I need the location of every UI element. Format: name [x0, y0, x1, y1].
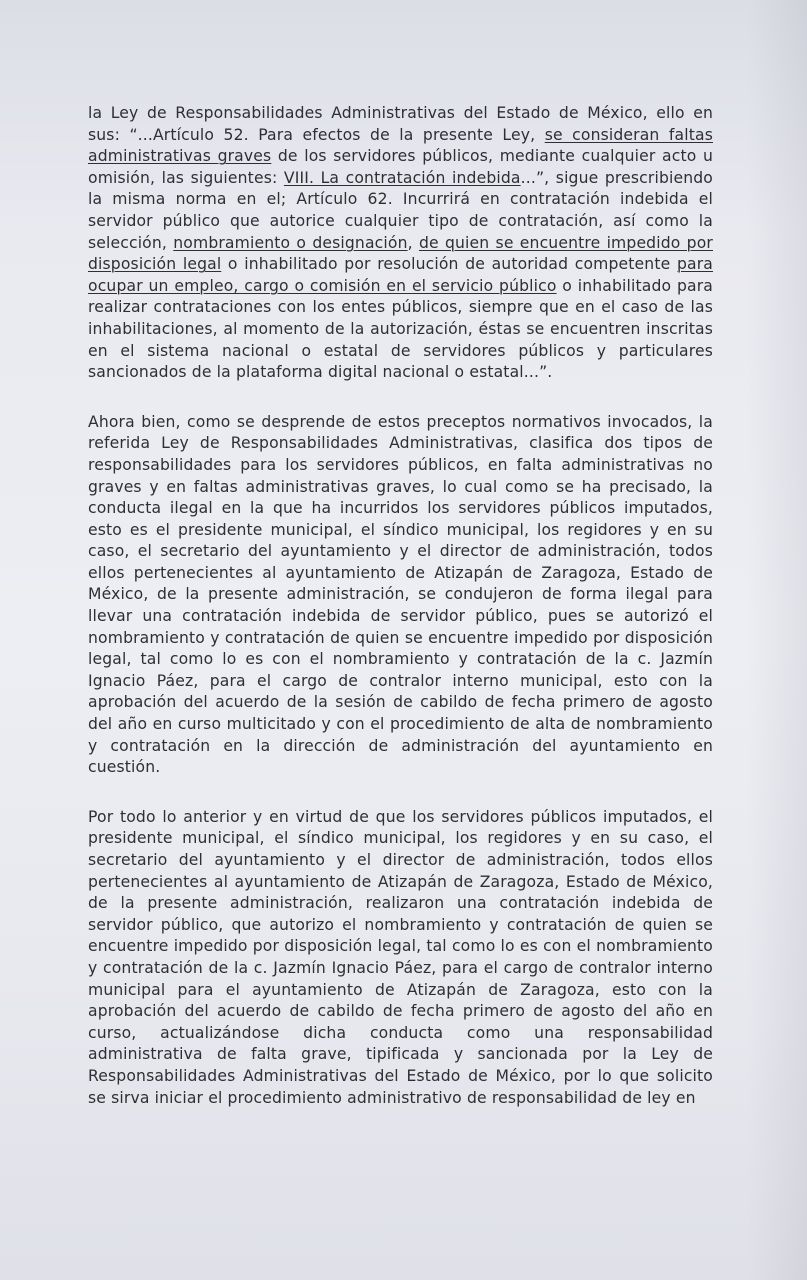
- paragraph-request: Por todo lo anterior y en virtud de que los servidores públicos imputados, el presidente municipal, el síndico municipal, los regidores y en su caso, el secretario del ayuntamiento y el director de administración, todos ellos pertenecientes al ayuntamiento de Atizapán de Zaragoza, Estado de México, de la presente administración, realizaron una contratación indebida de servidor público, que autorizo el nombramiento y contratación de quien se encuentre impedido por disposición legal, tal como lo es con el nombramiento y contratación de la c. Jazmín Ignacio Páez, para el cargo de contralor interno municipal para el ayuntamiento de Atizapán de Zaragoza, esto con la aprobación del acuerdo de cabildo de fecha primero de agosto del año en curso, actualizándose dicha conducta como una responsabilidad administrativa de falta grave, tipificada y sancionada por la Ley de Responsabilidades Administrativas del Estado de México, por lo que solicito se sirva iniciar el procedimiento administrativo de responsabilidad de ley en: [88, 807, 713, 1107]
- text-segment: ...”, sigue prescribiendo la misma norma en el; Artículo 62. Incurrirá en contratación indebida el servidor público que autorice cualquier tipo de contratación, así como la selección,: [88, 168, 713, 252]
- document-body: [88, 103, 713, 1109]
- paper-shadow: [747, 0, 807, 1280]
- underlined-text: nombramiento o designación: [173, 233, 408, 252]
- text-segment: la Ley de Responsabilidades Administrativas del Estado de México, ello en sus: “...Artículo 52. Para efectos de la presente Ley,: [88, 104, 713, 144]
- paragraph-classification: Ahora bien, como se desprende de estos preceptos normativos invocados, la referida Ley de Responsabilidades Administrativas, clasifica dos tipos de responsabilidades para los servidores públicos, en falta administrativas no graves y en faltas administrativas graves, lo cual como se ha precisado, la conducta ilegal en la que ha incurridos los servidores públicos imputados, esto es el presidente municipal, el síndico municipal, los regidores y en su caso, el secretario del ayuntamiento y el director de administración, todos ellos pertenecientes al ayuntamiento de Atizapán de Zaragoza, Estado de México, de la presente administración, se condujeron de forma ilegal para llevar una contratación indebida de servidor público, pues se autorizó el nombramiento y contratación de quien se encuentre impedido por disposición legal, tal como lo es con el nombramiento y contratación de la c. Jazmín Ignacio Páez, para el cargo de contralor interno municipal, esto con la aprobación del acuerdo de la sesión de cabildo de fecha primero de agosto del año en curso multicitado y con el procedimiento de alta de nombramiento y contratación en la dirección de administración del ayuntamiento en cuestión.: [88, 412, 713, 777]
- underlined-text: para ocupar un empleo, cargo o comisión en el servicio público: [88, 255, 713, 295]
- underlined-text: de quien se encuentre impedido por disposición legal: [88, 233, 713, 274]
- text-segment: ,: [407, 233, 419, 252]
- paragraph-articles: [88, 103, 713, 384]
- text-segment: o inhabilitado por resolución de autoridad competente: [221, 255, 677, 274]
- text-segment: de los servidores públicos, mediante cualquier acto u omisión, las siguientes:: [88, 147, 713, 187]
- text-segment: o inhabilitado para realizar contrataciones con los entes públicos, siempre que en el caso de las inhabilitaciones, al momento de la autorización, éstas se encuentren inscritas en el sistema nacional o estatal de servidores públicos y particulares sancionados de la plataforma digital nacional o estatal...”.: [88, 276, 713, 382]
- underlined-text: se consideran faltas administrativas graves: [88, 125, 713, 166]
- underlined-text: VIII. La contratación indebida: [283, 168, 521, 187]
